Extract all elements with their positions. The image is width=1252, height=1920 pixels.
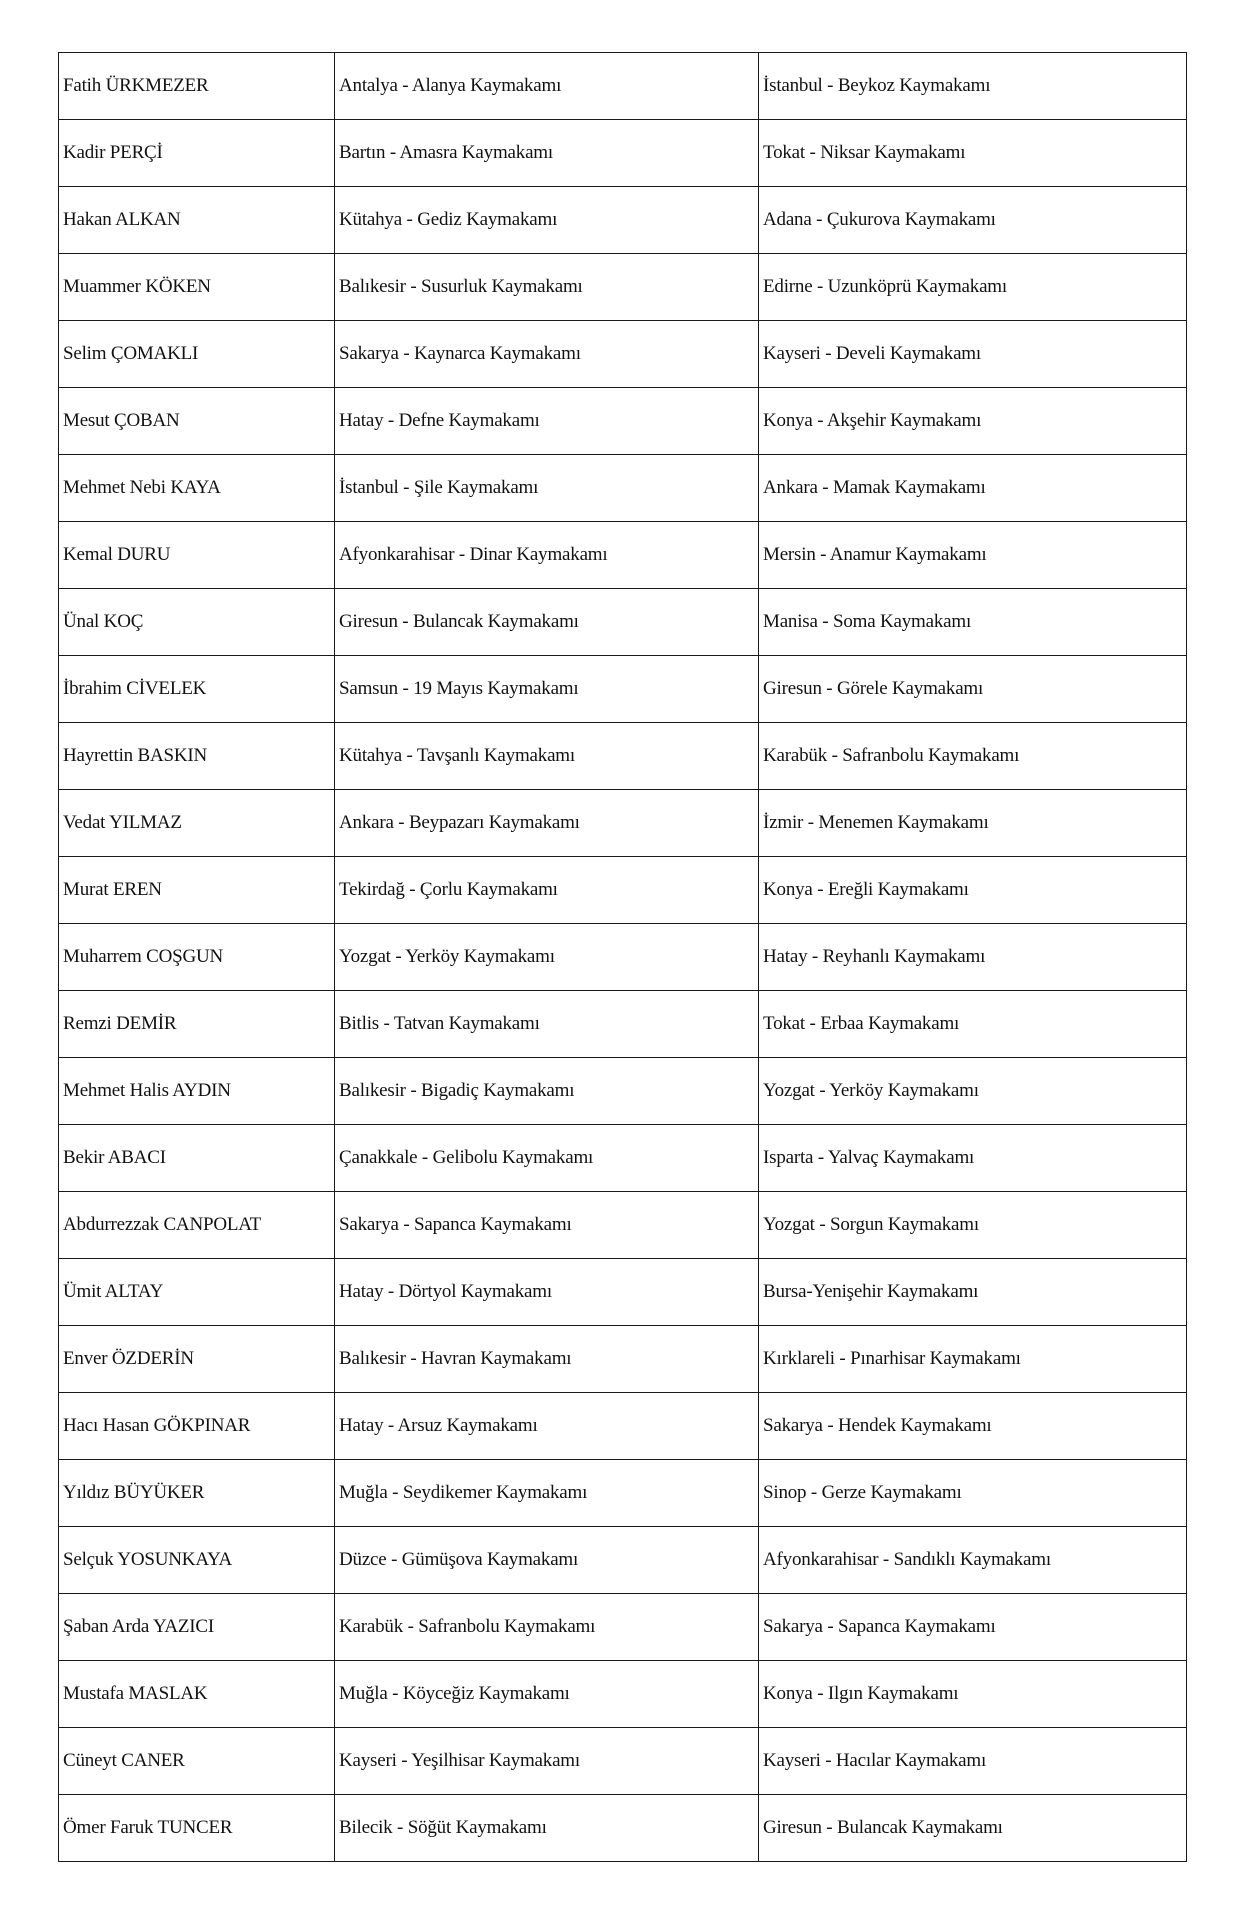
table-row bbox=[59, 656, 1187, 723]
former-post-cell: Hatay - Dörtyol Kaymakamı bbox=[335, 1259, 759, 1326]
former-post-cell: Samsun - 19 Mayıs Kaymakamı bbox=[335, 656, 759, 723]
table-row bbox=[59, 254, 1187, 321]
name-cell: Vedat YILMAZ bbox=[59, 790, 335, 857]
new-post-cell: Tokat - Niksar Kaymakamı bbox=[759, 120, 1187, 187]
new-post-cell: Sakarya - Hendek Kaymakamı bbox=[759, 1393, 1187, 1460]
appointments-table bbox=[58, 52, 1187, 1862]
document-page bbox=[58, 52, 1186, 1862]
new-post-cell: Edirne - Uzunköprü Kaymakamı bbox=[759, 254, 1187, 321]
name-cell: Enver ÖZDERİN bbox=[59, 1326, 335, 1393]
table-row bbox=[59, 522, 1187, 589]
former-post-cell: Giresun - Bulancak Kaymakamı bbox=[335, 589, 759, 656]
name-cell: Muammer KÖKEN bbox=[59, 254, 335, 321]
name-cell: Remzi DEMİR bbox=[59, 991, 335, 1058]
new-post-cell: İzmir - Menemen Kaymakamı bbox=[759, 790, 1187, 857]
new-post-cell: Adana - Çukurova Kaymakamı bbox=[759, 187, 1187, 254]
name-cell: Selçuk YOSUNKAYA bbox=[59, 1527, 335, 1594]
former-post-cell: Sakarya - Kaynarca Kaymakamı bbox=[335, 321, 759, 388]
name-cell: Murat EREN bbox=[59, 857, 335, 924]
former-post-cell: Kütahya - Gediz Kaymakamı bbox=[335, 187, 759, 254]
table-row bbox=[59, 388, 1187, 455]
table-row bbox=[59, 1259, 1187, 1326]
name-cell: Şaban Arda YAZICI bbox=[59, 1594, 335, 1661]
former-post-cell: Balıkesir - Susurluk Kaymakamı bbox=[335, 254, 759, 321]
former-post-cell: Antalya - Alanya Kaymakamı bbox=[335, 53, 759, 120]
name-cell: Mehmet Halis AYDIN bbox=[59, 1058, 335, 1125]
table-row bbox=[59, 924, 1187, 991]
table-row bbox=[59, 1728, 1187, 1795]
former-post-cell: Bitlis - Tatvan Kaymakamı bbox=[335, 991, 759, 1058]
name-cell: Bekir ABACI bbox=[59, 1125, 335, 1192]
former-post-cell: Karabük - Safranbolu Kaymakamı bbox=[335, 1594, 759, 1661]
name-cell: Cüneyt CANER bbox=[59, 1728, 335, 1795]
name-cell: Hacı Hasan GÖKPINAR bbox=[59, 1393, 335, 1460]
table-row bbox=[59, 1393, 1187, 1460]
new-post-cell: Sinop - Gerze Kaymakamı bbox=[759, 1460, 1187, 1527]
table-row bbox=[59, 1594, 1187, 1661]
former-post-cell: Kütahya - Tavşanlı Kaymakamı bbox=[335, 723, 759, 790]
new-post-cell: Konya - Akşehir Kaymakamı bbox=[759, 388, 1187, 455]
new-post-cell: Konya - Ilgın Kaymakamı bbox=[759, 1661, 1187, 1728]
table-row bbox=[59, 187, 1187, 254]
former-post-cell: Hatay - Arsuz Kaymakamı bbox=[335, 1393, 759, 1460]
table-row bbox=[59, 857, 1187, 924]
name-cell: Kadir PERÇİ bbox=[59, 120, 335, 187]
new-post-cell: Afyonkarahisar - Sandıklı Kaymakamı bbox=[759, 1527, 1187, 1594]
new-post-cell: Yozgat - Yerköy Kaymakamı bbox=[759, 1058, 1187, 1125]
name-cell: Ünal KOÇ bbox=[59, 589, 335, 656]
new-post-cell: Ankara - Mamak Kaymakamı bbox=[759, 455, 1187, 522]
former-post-cell: Afyonkarahisar - Dinar Kaymakamı bbox=[335, 522, 759, 589]
table-row bbox=[59, 53, 1187, 120]
table-row bbox=[59, 1527, 1187, 1594]
table-row bbox=[59, 455, 1187, 522]
name-cell: Muharrem COŞGUN bbox=[59, 924, 335, 991]
table-row bbox=[59, 1795, 1187, 1862]
former-post-cell: Muğla - Seydikemer Kaymakamı bbox=[335, 1460, 759, 1527]
name-cell: Mehmet Nebi KAYA bbox=[59, 455, 335, 522]
table-row bbox=[59, 321, 1187, 388]
former-post-cell: Kayseri - Yeşilhisar Kaymakamı bbox=[335, 1728, 759, 1795]
table-row bbox=[59, 1058, 1187, 1125]
former-post-cell: Ankara - Beypazarı Kaymakamı bbox=[335, 790, 759, 857]
former-post-cell: Balıkesir - Havran Kaymakamı bbox=[335, 1326, 759, 1393]
name-cell: Mustafa MASLAK bbox=[59, 1661, 335, 1728]
former-post-cell: Muğla - Köyceğiz Kaymakamı bbox=[335, 1661, 759, 1728]
table-row bbox=[59, 723, 1187, 790]
new-post-cell: Giresun - Görele Kaymakamı bbox=[759, 656, 1187, 723]
former-post-cell: Tekirdağ - Çorlu Kaymakamı bbox=[335, 857, 759, 924]
new-post-cell: Manisa - Soma Kaymakamı bbox=[759, 589, 1187, 656]
table-row bbox=[59, 1661, 1187, 1728]
former-post-cell: Sakarya - Sapanca Kaymakamı bbox=[335, 1192, 759, 1259]
new-post-cell: Kırklareli - Pınarhisar Kaymakamı bbox=[759, 1326, 1187, 1393]
former-post-cell: Düzce - Gümüşova Kaymakamı bbox=[335, 1527, 759, 1594]
new-post-cell: Konya - Ereğli Kaymakamı bbox=[759, 857, 1187, 924]
former-post-cell: Bartın - Amasra Kaymakamı bbox=[335, 120, 759, 187]
former-post-cell: Yozgat - Yerköy Kaymakamı bbox=[335, 924, 759, 991]
new-post-cell: Kayseri - Hacılar Kaymakamı bbox=[759, 1728, 1187, 1795]
former-post-cell: Çanakkale - Gelibolu Kaymakamı bbox=[335, 1125, 759, 1192]
new-post-cell: Hatay - Reyhanlı Kaymakamı bbox=[759, 924, 1187, 991]
name-cell: İbrahim CİVELEK bbox=[59, 656, 335, 723]
name-cell: Abdurrezzak CANPOLAT bbox=[59, 1192, 335, 1259]
new-post-cell: İstanbul - Beykoz Kaymakamı bbox=[759, 53, 1187, 120]
former-post-cell: Hatay - Defne Kaymakamı bbox=[335, 388, 759, 455]
new-post-cell: Karabük - Safranbolu Kaymakamı bbox=[759, 723, 1187, 790]
former-post-cell: Bilecik - Söğüt Kaymakamı bbox=[335, 1795, 759, 1862]
table-row bbox=[59, 1192, 1187, 1259]
table-row bbox=[59, 991, 1187, 1058]
table-row bbox=[59, 1326, 1187, 1393]
new-post-cell: Kayseri - Develi Kaymakamı bbox=[759, 321, 1187, 388]
name-cell: Hayrettin BASKIN bbox=[59, 723, 335, 790]
name-cell: Ömer Faruk TUNCER bbox=[59, 1795, 335, 1862]
new-post-cell: Sakarya - Sapanca Kaymakamı bbox=[759, 1594, 1187, 1661]
name-cell: Yıldız BÜYÜKER bbox=[59, 1460, 335, 1527]
name-cell: Mesut ÇOBAN bbox=[59, 388, 335, 455]
new-post-cell: Tokat - Erbaa Kaymakamı bbox=[759, 991, 1187, 1058]
new-post-cell: Mersin - Anamur Kaymakamı bbox=[759, 522, 1187, 589]
table-row bbox=[59, 1125, 1187, 1192]
table-row bbox=[59, 1460, 1187, 1527]
table-row bbox=[59, 790, 1187, 857]
new-post-cell: Yozgat - Sorgun Kaymakamı bbox=[759, 1192, 1187, 1259]
name-cell: Hakan ALKAN bbox=[59, 187, 335, 254]
name-cell: Selim ÇOMAKLI bbox=[59, 321, 335, 388]
former-post-cell: Balıkesir - Bigadiç Kaymakamı bbox=[335, 1058, 759, 1125]
new-post-cell: Bursa-Yenişehir Kaymakamı bbox=[759, 1259, 1187, 1326]
name-cell: Fatih ÜRKMEZER bbox=[59, 53, 335, 120]
former-post-cell: İstanbul - Şile Kaymakamı bbox=[335, 455, 759, 522]
new-post-cell: Giresun - Bulancak Kaymakamı bbox=[759, 1795, 1187, 1862]
table-row bbox=[59, 120, 1187, 187]
table-body bbox=[59, 53, 1187, 1862]
table-row bbox=[59, 589, 1187, 656]
name-cell: Kemal DURU bbox=[59, 522, 335, 589]
new-post-cell: Isparta - Yalvaç Kaymakamı bbox=[759, 1125, 1187, 1192]
name-cell: Ümit ALTAY bbox=[59, 1259, 335, 1326]
